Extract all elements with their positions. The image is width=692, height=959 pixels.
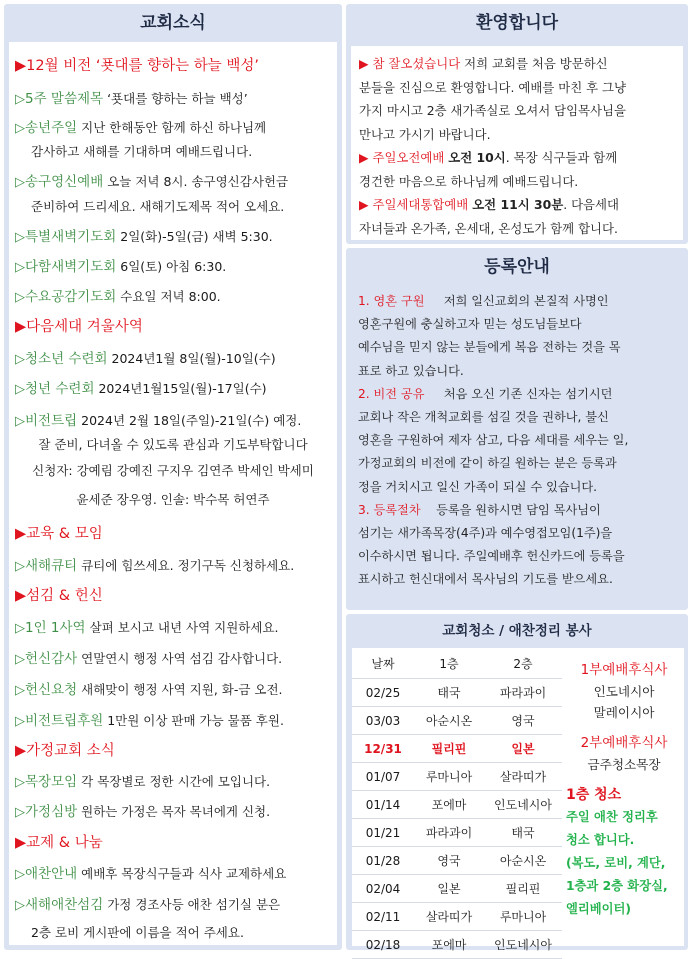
table-cell: 01/21 [352,819,414,847]
table-row [352,931,562,959]
news-item-label: 수요공감기도회 [25,289,117,305]
news-item-text: 새해맞이 행정 사역 지원, 화-금 오전. [81,682,283,697]
registration-section-1 [358,290,684,313]
news-item-text: 수요일 저녁 8:00. [120,289,221,304]
news-item-label: 헌신감사 [25,651,78,667]
registration-line: 가정교회의 비전에 같이 하길 원하는 분은 등록과 [358,456,617,471]
news-item-label: 5주 말씀제목 [25,91,104,107]
news-item [15,647,282,667]
welcome-panel [346,4,688,244]
news-item-label: 송년주일 [25,120,78,136]
news-item [15,347,276,367]
news-item-text: 큐티에 힘쓰세요. 정기구독 신청하세요. [81,558,295,573]
triangle-icon: ▶ [359,150,369,165]
news-list [9,42,337,945]
table-cell: 영국 [414,847,484,875]
triangle-icon: ▶ [15,526,27,542]
news-item [15,554,294,574]
news-item-text: 살펴 보시고 내년 사역 지원하세요. [89,620,279,635]
welcome-text: . 다음세대 [563,197,619,212]
table-cell: 아순시온 [414,707,484,735]
registration-line: 정을 거치시고 일신 가족이 되실 수 있습니다. [358,479,598,494]
news-item [15,616,279,636]
news-heading-label: 섬김 & 헌신 [26,588,103,604]
news-item [15,893,280,913]
table-row [352,707,562,735]
news-item [15,709,284,729]
news-heading-label: 가정교회 소식 [26,743,115,759]
registration-line: 표로 하고 있습니다. [358,363,464,378]
registration-label: 3. 등록절차 [358,502,421,517]
welcome-line: 가지 마시고 2층 새가족실로 오셔서 담임목사님을 [359,103,626,118]
news-item [15,770,270,790]
news-item-text: 예배후 목장식구들과 식사 교제하세요 [81,866,287,881]
table-cell: 02/18 [352,931,414,959]
meal2-title: 2부예배후식사 [580,735,668,751]
meal2-line: 금주청소목장 [587,757,661,772]
welcome-para-1 [359,52,683,76]
table-cell: 루마니아 [484,903,562,931]
news-item-centered: 잘 준비, 다녀올 수 있도록 관심과 기도부탁합니다 [38,437,308,452]
news-item-centered: 신청자: 강예림 강예진 구지우 김연주 박세인 박세미 [32,463,314,478]
news-item-label: 애찬안내 [25,866,78,882]
news-item [15,377,267,397]
news-heading-label: 다음세대 겨울사역 [26,319,143,335]
table-cell: 02/25 [352,679,414,707]
outline-triangle-icon: ▷ [15,290,25,305]
outline-triangle-icon: ▷ [15,805,25,820]
news-item-centered: 윤세준 장우영. 인솔: 박수목 허연주 [76,492,270,507]
news-item-text: 1만원 이상 판매 가능 물품 후원. [107,713,284,728]
news-heading-label: 12월 비전 ‘푯대를 향하는 하늘 백성’ [26,58,259,74]
welcome-title: 환영합니다 [475,13,559,33]
meal1-title: 1부예배후식사 [580,662,668,678]
table-header-cell: 1층 [414,648,484,679]
news-item-label: 청소년 수련회 [25,351,108,367]
news-item [15,87,248,107]
registration-label: 1. 영혼 구원 [358,294,425,308]
news-section-heading [15,739,115,760]
table-cell: 12/31 [352,735,414,763]
cleaning-side-notes [562,660,686,921]
registration-section-2 [358,383,684,406]
registration-line: 표시하고 헌신대에서 목사님의 기도를 받으세요. [358,572,613,587]
table-cell: 필리핀 [484,875,562,903]
registration-body [358,290,684,592]
clean-line: 청소 합니다. [566,833,635,847]
news-item [15,800,270,820]
news-item [15,225,273,245]
table-cell: 일본 [414,875,484,903]
table-cell: 인도네시아 [484,791,562,819]
triangle-icon: ▶ [15,835,27,851]
news-item-label: 다함새벽기도회 [25,259,117,275]
table-cell: 영국 [484,707,562,735]
news-section-heading [15,584,103,605]
clean-line: 엘리베이터) [566,902,632,916]
registration-panel [346,248,688,610]
cleaning-table [352,648,562,959]
outline-triangle-icon: ▷ [15,121,25,136]
table-cell: 포에마 [414,931,484,959]
news-item-continued: 감사하고 새해를 기대하며 예배드립니다. [31,144,253,159]
welcome-line: 분들을 진심으로 환영합니다. 예배를 마친 후 그냥 [359,79,626,95]
welcome-time: 오전 11시 30분 [472,197,564,212]
welcome-text: . 목장 식구들과 함께 [505,150,618,165]
news-item-label: 새해애찬섬김 [25,897,104,913]
table-row [352,847,562,875]
clean-line: 1층과 2층 화장실, [566,879,668,893]
registration-label: 2. 비전 공유 [358,386,425,401]
welcome-line: 만나고 가시기 바랍니다. [359,126,491,142]
news-item-text: 오늘 저녁 8시. 송구영신감사헌금 [107,174,289,189]
news-item-text: 연말연시 행정 사역 섬김 감사합니다. [81,651,283,666]
table-cell: 03/03 [352,707,414,735]
clean-line: 주일 애찬 정리후 [566,810,658,824]
table-cell: 02/11 [352,903,414,931]
news-item-label: 1인 1사역 [25,620,86,636]
news-item-label: 비전트립후원 [25,713,104,729]
news-item-label: 비전트립 [25,413,78,429]
news-item-label: 청년 수련회 [25,381,95,397]
table-cell: 태국 [414,679,484,707]
news-item [15,255,226,275]
table-cell: 인도네시아 [484,931,562,959]
news-item-continued: 2층 로비 게시판에 이름을 적어 주세요. [31,925,244,940]
table-header-cell: 2층 [484,648,562,679]
registration-text: 등록을 원하시면 담임 목사님이 [436,502,601,517]
table-row [352,819,562,847]
outline-triangle-icon: ▷ [15,683,25,698]
news-item-text: 지난 한해동안 함께 하신 하나님께 [81,120,267,135]
table-cell: 02/04 [352,875,414,903]
registration-text: 처음 오신 기존 신자는 섬기시던 [443,386,613,401]
news-item-continued: 준비하여 드리세요. 새해기도제목 적어 오세요. [31,199,285,214]
news-item-text: 원하는 가정은 목자 목녀에게 신청. [81,804,271,819]
table-row [352,875,562,903]
church-news-body [9,42,337,945]
news-item-label: 목장모임 [25,774,78,790]
welcome-line: 자녀들과 온가족, 온세대, 온성도가 함께 합니다. [359,220,618,236]
welcome-body [351,46,683,240]
table-cell: 살라띠가 [414,903,484,931]
news-section-heading [15,522,103,543]
table-row [352,763,562,791]
registration-line: 예수님을 믿지 않는 분들에게 복음 전하는 것을 목 [358,340,621,355]
meal1-line: 인도네시아 [593,684,655,699]
registration-line: 섬기는 새가족목장(4주)과 예수영접모임(1주)을 [358,526,613,541]
news-item [15,678,283,698]
outline-triangle-icon: ▷ [15,652,25,667]
news-item-label: 특별새벽기도회 [25,229,117,245]
triangle-icon: ▶ [15,319,27,335]
news-item [15,409,301,429]
registration-line: 교회나 작은 개척교회를 섬길 것을 권하나, 불신 [358,410,609,425]
news-item-label: 가정심방 [25,804,78,820]
news-item [15,116,266,136]
news-item-text: ‘푯대를 향하는 하늘 백성’ [107,91,248,106]
table-cell: 파라과이 [484,679,562,707]
table-cell: 01/28 [352,847,414,875]
clean-line: (복도, 로비, 계단, [566,856,666,870]
meal1-line: 말레이시아 [593,705,655,720]
news-item [15,862,286,882]
welcome-line: 경건한 마음으로 하나님께 예배드립니다. [359,173,579,189]
triangle-icon: ▶ [15,743,27,759]
triangle-icon: ▶ [359,56,369,71]
registration-line: 이수하시면 됩니다. 주일예배후 헌신카드에 등록을 [358,549,625,564]
table-cell: 필리핀 [414,735,484,763]
registration-title: 등록안내 [484,257,550,277]
news-item-text: 2024년1월 8일(월)-10일(수) [111,351,276,366]
welcome-label-visit: 참 잘오셨습니다 [372,56,461,71]
welcome-text: 저희 교회를 처음 방문하신 [464,56,608,71]
table-cell: 파라과이 [414,819,484,847]
table-cell: 일본 [484,735,562,763]
table-row [352,791,562,819]
table-cell: 아순시온 [484,847,562,875]
welcome-para-2 [359,146,683,170]
triangle-icon: ▶ [15,58,27,74]
news-heading-label: 교제 & 나눔 [26,835,103,851]
news-section-heading [15,315,143,336]
welcome-para-3 [359,193,683,217]
news-heading-label: 교육 & 모임 [26,526,103,542]
news-item-text: 2024년 2월 18일(주일)-21일(수) 예정. [81,413,302,428]
outline-triangle-icon: ▷ [15,352,25,367]
triangle-icon: ▶ [359,197,369,212]
cleaning-panel [346,614,688,950]
welcome-label-integrated: 주일세대통합예배 [372,197,469,212]
registration-line: 영혼을 구원하여 제자 삼고, 다음 세대를 세우는 일, [358,433,629,448]
welcome-label-morning: 주일오전예배 [372,150,445,165]
outline-triangle-icon: ▷ [15,621,25,636]
clean-notes [562,806,686,921]
cleaning-title: 교회청소 / 애찬정리 봉사 [442,623,592,639]
outline-triangle-icon: ▷ [15,92,25,107]
news-item-text: 각 목장별로 정한 시간에 모입니다. [81,774,271,789]
news-item-text: 2024년1월15일(월)-17일(수) [98,381,267,396]
news-item [15,285,221,305]
outline-triangle-icon: ▷ [15,260,25,275]
cleaning-body [352,648,684,952]
news-item-label: 송구영신예배 [25,174,104,190]
news-item-label: 새해큐티 [25,558,78,574]
church-news-title: 교회소식 [140,13,206,33]
outline-triangle-icon: ▷ [15,867,25,882]
table-row [352,735,562,763]
table-cell: 루마니아 [414,763,484,791]
news-item-text: 2일(화)-5일(금) 새벽 5:30. [120,229,273,244]
outline-triangle-icon: ▷ [15,382,25,397]
table-row [352,903,562,931]
table-cell: 살라띠가 [484,763,562,791]
news-item-label: 헌신요청 [25,682,78,698]
outline-triangle-icon: ▷ [15,175,25,190]
triangle-icon: ▶ [15,588,27,604]
registration-text: 저희 일신교회의 본질적 사명인 [443,294,609,308]
table-header-row [352,648,562,679]
outline-triangle-icon: ▷ [15,559,25,574]
welcome-time: 오전 10시 [448,150,506,165]
news-item-text: 6일(토) 아침 6:30. [120,259,227,274]
church-news-panel [4,4,342,950]
table-header-cell: 날짜 [352,648,414,679]
table-cell: 01/14 [352,791,414,819]
table-cell: 포에마 [414,791,484,819]
outline-triangle-icon: ▷ [15,775,25,790]
table-cell: 01/07 [352,763,414,791]
table-row [352,679,562,707]
news-section-heading [15,54,259,75]
news-item-text: 가정 경조사등 애찬 섬기실 분은 [107,897,281,912]
outline-triangle-icon: ▷ [15,230,25,245]
news-section-heading [15,831,103,852]
clean-title: 1층 청소 [566,787,622,803]
outline-triangle-icon: ▷ [15,414,25,429]
outline-triangle-icon: ▷ [15,898,25,913]
registration-line: 영혼구원에 충실하고자 믿는 성도님들보다 [358,317,582,332]
table-cell: 태국 [484,819,562,847]
registration-section-3 [358,499,684,522]
outline-triangle-icon: ▷ [15,714,25,729]
news-item [15,170,288,190]
